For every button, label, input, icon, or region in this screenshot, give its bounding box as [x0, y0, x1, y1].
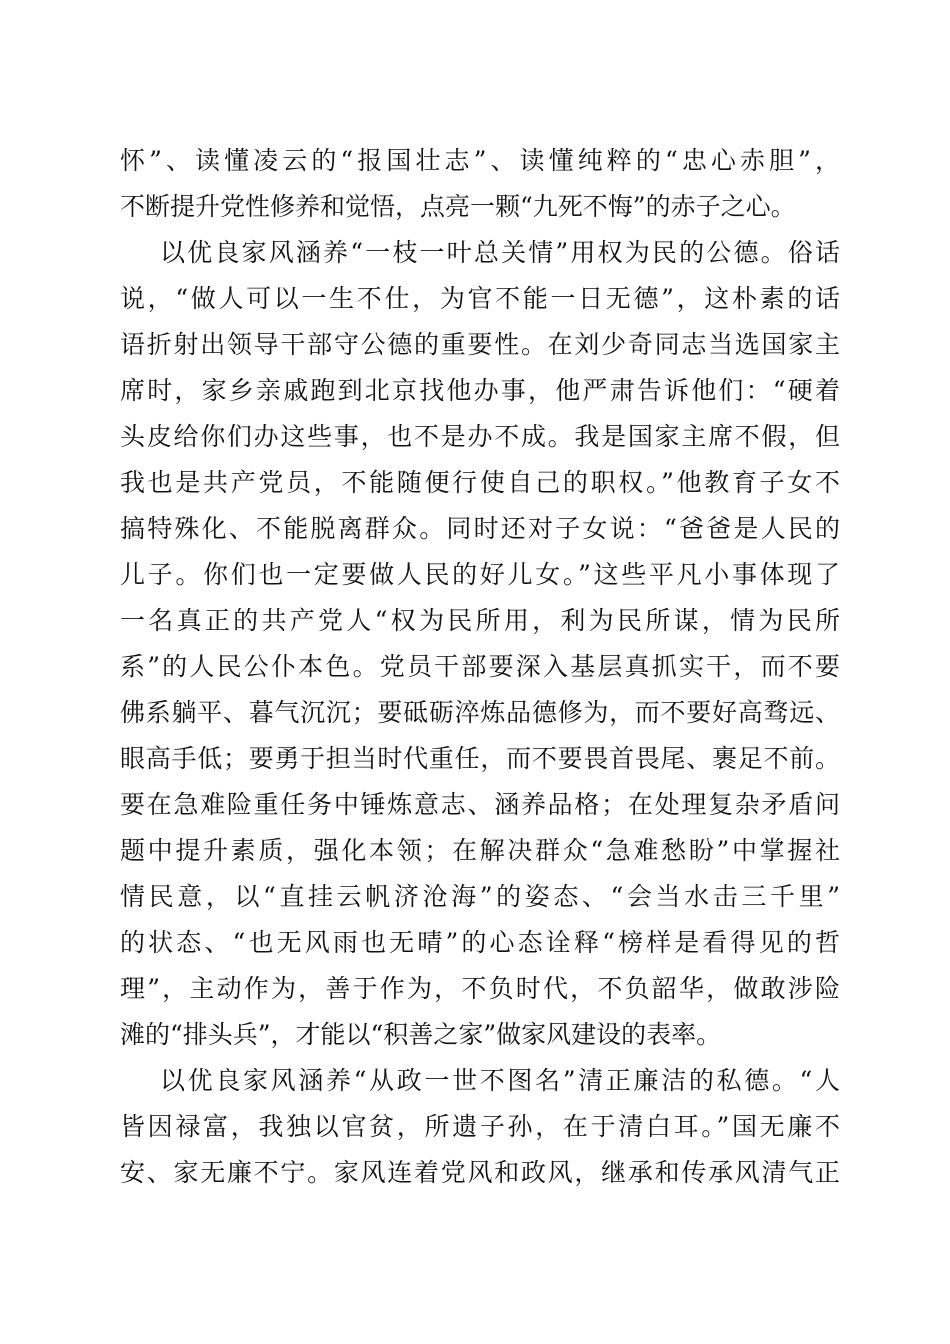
text-line: 的状态、“也无风雨也无晴”的心态诠释“榜样是看得见的哲: [120, 928, 840, 957]
text-line: 情民意，以“直挂云帆济沧海”的姿态、“会当水击三千里”: [120, 882, 840, 911]
text-line: 皆因禄富，我独以官贫，所遗子孙，在于清白耳。”国无廉不: [120, 1112, 840, 1141]
paragraph-start-line: 以优良家风涵养“从政一世不图名”清正廉洁的私德。“人: [160, 1066, 840, 1095]
text-line: 眼高手低；要勇于担当时代重任，而不要畏首畏尾、裹足不前。: [120, 744, 840, 773]
body-text: [120, 138, 840, 1196]
text-line: 要在急难险重任务中锤炼意志、涵养品格；在处理复杂矛盾问: [120, 790, 840, 819]
text-line: 系”的人民公仆本色。党员干部要深入基层真抓实干，而不要: [120, 652, 840, 681]
text-line: 不断提升党性修养和觉悟，点亮一颗“九死不悔”的赤子之心。: [120, 192, 796, 221]
text-line: 席时，家乡亲戚跑到北京找他办事，他严肃告诉他们：“硬着: [120, 376, 840, 405]
paragraph-start-line: 以优良家风涵养“一枝一叶总关情”用权为民的公德。俗话: [160, 238, 840, 267]
text-line: 搞特殊化、不能脱离群众。同时还对子女说：“爸爸是人民的: [120, 514, 840, 543]
text-line: 说，“做人可以一生不仕，为官不能一日无德”，这朴素的话: [120, 284, 840, 313]
text-line: 怀”、读懂凌云的“报国壮志”、读懂纯粹的“忠心赤胆”，: [120, 146, 840, 175]
text-line: 儿子。你们也一定要做人民的好儿女。”这些平凡小事体现了: [120, 560, 840, 589]
text-line: 题中提升素质，强化本领；在解决群众“急难愁盼”中掌握社: [120, 836, 840, 865]
text-line: 滩的“排头兵”，才能以“积善之家”做家风建设的表率。: [120, 1020, 722, 1049]
text-line: 一名真正的共产党人“权为民所用，利为民所谋，情为民所: [120, 606, 840, 635]
text-line: 我也是共产党员，不能随便行使自己的职权。”他教育子女不: [120, 468, 840, 497]
text-line: 理”，主动作为，善于作为，不负时代，不负韶华，做敢涉险: [120, 974, 840, 1003]
text-line: 佛系躺平、暮气沉沉；要砥砺淬炼品德修为，而不要好高骛远、: [120, 698, 840, 727]
text-line: 头皮给你们办这些事，也不是办不成。我是国家主席不假，但: [120, 422, 840, 451]
text-line: 安、家无廉不宁。家风连着党风和政风，继承和传承风清气正: [120, 1158, 840, 1187]
text-line: 语折射出领导干部守公德的重要性。在刘少奇同志当选国家主: [120, 330, 840, 359]
